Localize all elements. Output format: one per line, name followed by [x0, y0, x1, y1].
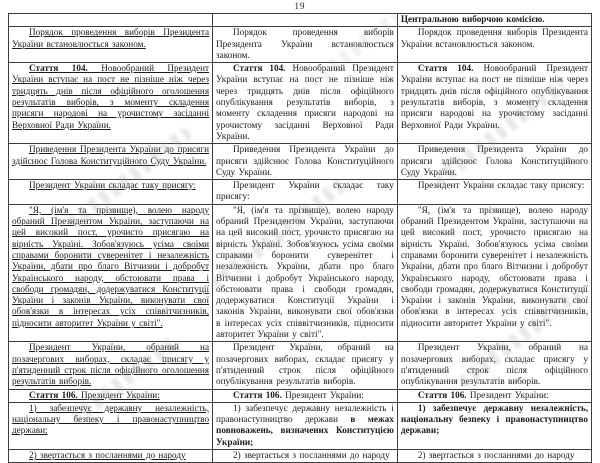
- paragraph: [216, 450, 394, 461]
- text-segment: Президент України, обраний на позачергових виборах, складає присягу у п'ятиденний строк після офіційного опублікування результатів виборів.: [216, 342, 394, 387]
- text-segment: Стаття 104.: [29, 63, 88, 74]
- text-segment: Президент України, обраний на позачергових виборах, складає присягу у п'ятиденний строк після офіційного оголошення результатів виборів.: [12, 342, 210, 387]
- table-row: [9, 389, 592, 402]
- text-segment: 2) звертається з посланнями до народу: [417, 449, 575, 460]
- paragraph: [216, 144, 394, 178]
- paragraph: [12, 27, 209, 50]
- paragraph: [216, 390, 394, 401]
- table-cell: [213, 449, 398, 462]
- text-segment: "Я, (ім'я та прізвище), волею народу обраний Президентом України, заступаючи на цей високий пост, урочисто присягаю на вірність Україні. Зобов'язуюсь усіма своїми справами боронити суверенітет і незалежність України, дбати про благо Вітчизни і добробут Українського народу, обстоювати права і свободи громадян, додержуватися Конституції України і законів України, виконувати свої обов'язки в інтересах усіх співвітчизників, підносити авторитет України у світі".: [400, 204, 588, 328]
- text-segment: 1) забезпечує державну незалежність і правонаступництво держави: [216, 402, 394, 425]
- table-cell: [9, 204, 213, 342]
- table-cell: [9, 14, 213, 27]
- paragraph: [216, 63, 394, 142]
- table-cell: [213, 204, 398, 342]
- text-segment: Новообраний Президент України вступає на пост не пізніше ніж через тридцять днів після офіційного опублікування результатів виборів, з моменту складення присяги народові на урочистому засіданні Верховної Ради України.: [400, 63, 589, 130]
- page-number: 19: [294, 1, 306, 11]
- paragraph: [401, 205, 588, 329]
- table-row: [9, 342, 592, 389]
- text-segment: Стаття 104.: [233, 63, 286, 74]
- table-cell: [213, 144, 398, 180]
- text-segment: 1) забезпечує державну незалежність, національну безпеку і правонаступництво держави;: [12, 402, 210, 436]
- text-segment: Новообраний Президент України вступає на пост не пізніше ніж через тридцять днів після офіційного оголошення результатів виборів, з моменту складення присяги народові на урочистому засіданні Верховної Ради України.: [12, 63, 210, 130]
- text-segment: Приведення Президента України до присяги здійснює Голова Конституційного Суду України.: [400, 144, 588, 177]
- table-cell: [9, 27, 213, 63]
- text-segment: Стаття 106.: [233, 389, 282, 400]
- table-cell: [397, 144, 591, 180]
- table-row: [9, 14, 592, 27]
- text-segment: Новообраний Президент України вступає на пост не пізніше ніж через тридцять днів після офіційного опублікування результатів виборів, з моменту складення присяги народові на урочистому засіданні Верховної Ради України.: [216, 63, 394, 141]
- paragraph: [12, 205, 209, 329]
- paragraph: [216, 403, 394, 448]
- table-cell: [397, 14, 591, 27]
- text-segment: Центральною виборчою комісією.: [400, 14, 545, 24]
- paragraph: [12, 403, 209, 437]
- text-segment: "Я, (ім'я та прізвище), волею народу обраний Президентом України, заступаючи на цей високий пост, урочисто присягаю на вірність Україні. Зобов'язуюсь усіма своїми справами боронити суверенітет і незалежність України, дбати про благо Вітчизни і добробут Українського народу, обстоювати права і свободи громадян, додержуватися Конституції України і законів України, виконувати свої обов'язки в інтересах усіх співвітчизників, підносити авторитет України у світі".: [12, 204, 210, 328]
- table-cell: [397, 449, 591, 462]
- table-row: [9, 27, 592, 63]
- table-cell: [213, 14, 398, 27]
- table-cell: [213, 180, 398, 205]
- text-segment: Стаття 104.: [417, 63, 474, 74]
- paragraph: [401, 403, 588, 437]
- text-segment: Президент України складає таку присягу:: [216, 180, 394, 202]
- comparison-table-body: [9, 14, 592, 463]
- text-segment: Президент України:: [77, 389, 160, 400]
- table-cell: [213, 63, 398, 144]
- table-cell: [397, 27, 591, 63]
- table-cell: [9, 342, 213, 389]
- text-segment: в межах повноважень, визначених Конституцією України;: [216, 414, 394, 447]
- table-cell: [213, 342, 398, 389]
- table-cell: [9, 63, 213, 144]
- table-cell: [9, 144, 213, 180]
- paragraph: [401, 144, 588, 178]
- paragraph: [401, 450, 588, 461]
- paragraph: [12, 390, 209, 401]
- table-cell: [9, 389, 213, 402]
- paragraph: [12, 144, 209, 167]
- table-cell: [213, 27, 398, 63]
- paragraph: [12, 180, 209, 191]
- text-segment: Порядок проведення виборів Президента України встановлюється законом.: [400, 27, 588, 49]
- paragraph: [401, 14, 588, 25]
- table-cell: [9, 180, 213, 205]
- text-segment: Президент України складає таку присягу:: [29, 180, 196, 191]
- paragraph: [12, 63, 209, 131]
- text-segment: "Я, (ім'я та прізвище), волею народу обраний Президентом України, заступаючи на цей високий пост, урочисто присягаю на вірність Україні. Зобов'язуюсь усіма своїми справами боронити суверенітет і незалежність України, дбати про благо Вітчизни і добробут Українського народу, обстоювати права і свободи громадян, додержуватися Конституції України і законів України, виконувати свої обов'язки в інтересах усіх співвітчизників, підносити авторитет України у світі".: [216, 204, 394, 340]
- table-cell: [397, 63, 591, 144]
- table-row: [9, 449, 592, 462]
- paragraph: [216, 27, 394, 61]
- text-segment: Приведення Президента України до присяги здійснює Голова Конституційного Суду України.: [216, 144, 394, 177]
- paragraph: [401, 390, 588, 401]
- table-cell: [397, 389, 591, 402]
- text-segment: Стаття 106.: [417, 389, 467, 400]
- paragraph: [216, 342, 394, 387]
- table-cell: [213, 389, 398, 402]
- text-segment: 2) звертається з посланнями до народу: [29, 449, 186, 460]
- table-cell: [397, 342, 591, 389]
- table-row: [9, 63, 592, 144]
- text-segment: Президент України складає таку присягу:: [417, 180, 585, 191]
- text-segment: 2) звертається з посланнями до народу: [233, 449, 390, 460]
- table-row: [9, 180, 592, 205]
- paragraph: [401, 342, 588, 387]
- text-segment: 1) забезпечує державну незалежність, національну безпеку і правонаступництво держави;: [400, 402, 588, 436]
- paragraph: [401, 63, 588, 131]
- text-segment: Приведення Президента України до присяги здійснює Голова Конституційного Суду України.: [12, 144, 210, 166]
- table-row: [9, 402, 592, 449]
- text-segment: Порядок проведення виборів Президента України встановлюється законом.: [216, 27, 394, 60]
- paragraph: [12, 342, 209, 387]
- comparison-table: [8, 13, 592, 463]
- paragraph: [216, 205, 394, 341]
- paragraph: [401, 180, 588, 191]
- table-cell: [9, 449, 213, 462]
- table-cell: [397, 402, 591, 449]
- table-row: [9, 204, 592, 342]
- text-segment: Порядок проведення виборів Президента України встановлюється законом.: [12, 27, 210, 49]
- text-segment: Президент України:: [466, 389, 549, 400]
- text-segment: Президент України:: [281, 389, 364, 400]
- text-segment: Президент України, обраний на позачергових виборах, складає присягу у п'ятиденний строк після офіційного опублікування результатів виборів.: [400, 342, 588, 387]
- table-cell: [213, 402, 398, 449]
- paragraph: [401, 27, 588, 50]
- table-cell: [9, 402, 213, 449]
- paragraph: [216, 180, 394, 203]
- table-cell: [397, 180, 591, 205]
- table-row: [9, 144, 592, 180]
- paragraph: [12, 450, 209, 461]
- text-segment: Стаття 106.: [29, 389, 78, 400]
- table-cell: [397, 204, 591, 342]
